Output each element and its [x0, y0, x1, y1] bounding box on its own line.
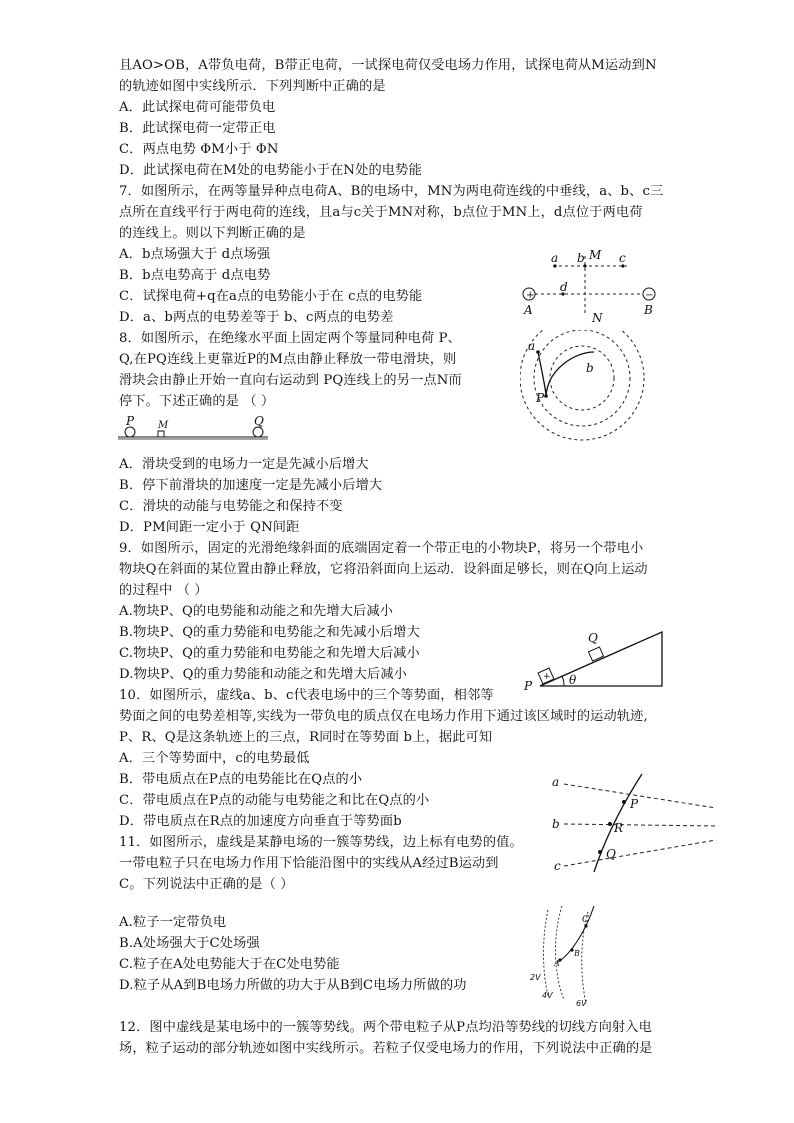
text-line: C.物块P、Q的重力势能和电势能之和先增大后减小 — [119, 646, 420, 661]
text-line: D．a、b两点的电势差等于 b、c两点的电势差 — [119, 310, 394, 325]
q10-label-c: c — [554, 859, 561, 873]
text-line: 一带电粒子只在电场力作用下恰能沿图中的实线从A经过B运动到 — [119, 856, 499, 871]
text-line: 点所在直线平行于两电荷的连线，且a与c关于MN对称，b点位于MN上，d点位于两电荷 — [119, 205, 643, 220]
q11-label-C: C — [582, 915, 589, 925]
text-line: 且AO>OB，A带负电荷，B带正电荷，一试探电荷仅受电场力作用，试探电荷从M运动到N — [119, 58, 657, 73]
q8-line-label-Q: Q — [254, 416, 264, 428]
text-line: 9．如图所示，固定的光滑绝缘斜面的底端固定着一个带正电的小物块P，将另一个带电小 — [119, 541, 644, 556]
text-line: 的连线上。则以下判断正确的是 — [119, 226, 306, 241]
text-line: D.物块P、Q的重力势能和动能之和先增大后减小 — [119, 667, 407, 682]
text-line: C．两点电势 ΦM小于 ΦN — [119, 142, 279, 157]
q7-minus: − — [645, 290, 654, 301]
text-line: 12．图中虚线是某电场中的一簇等势线。两个带电粒子从P点均沿等势线的切线方向射入电 — [119, 1020, 652, 1035]
q7-label-c: c — [619, 251, 626, 265]
text-line: B．此试探电荷一定带正电 — [119, 121, 276, 136]
q10-label-P: P — [630, 797, 639, 811]
q8-line-figure — [118, 416, 268, 446]
text-line: B.物块P、Q的重力势能和电势能之和先减小后增大 — [119, 625, 420, 640]
text-line: D．PM间距一定小于 QN间距 — [119, 520, 300, 535]
q9-incline-figure — [520, 628, 670, 692]
text-line: 物块Q在斜面的某位置由静止释放，它将沿斜面向上运动．设斜面足够长，则在Q向上运动 — [119, 562, 648, 577]
text-line: P、R、Q是这条轨迹上的三点，R同时在等势面 b上，据此可知 — [119, 730, 493, 745]
q9-label-theta: θ — [569, 673, 577, 687]
q7-label-M: M — [589, 248, 602, 262]
text-line: B．b点电势高于 d点电势 — [119, 268, 271, 283]
q11-label-2v: 2V — [530, 973, 541, 982]
q8-line-label-P: P — [126, 416, 135, 428]
q9-label-Q: Q — [588, 631, 598, 645]
q8-line-label-M: M — [158, 420, 169, 431]
q10-label-a: a — [552, 775, 560, 789]
text-line: 停下。下述正确的是 （ ） — [119, 394, 275, 409]
text-line: D.粒子从A到B电场力所做的功大于从B到C电场力所做的功 — [119, 978, 467, 993]
text-line: A．b点场强大于 d点场强 — [119, 247, 271, 262]
text-line: 的过程中 （ ） — [119, 583, 208, 598]
text-line: 势面之间的电势差相等,实线为一带负电的质点仅在电场力作用下通过该区域时的运动轨迹, — [119, 709, 648, 724]
q11-label-A: A — [554, 959, 560, 968]
text-line: 8．如图所示，在绝缘水平面上固定两个等量同种电荷 P、 — [119, 331, 462, 346]
q8-label-b: b — [586, 361, 594, 375]
q11-label-B: B — [574, 949, 580, 958]
q7-label-b: b — [577, 251, 585, 265]
text-line: 场，粒子运动的部分轨迹如图中实线所示。若粒子仅受电场力的作用，下列说法中正确的是 — [119, 1041, 653, 1056]
text-line: 10．如图所示，虚线a、b、c代表电场中的三个等势面，相邻等 — [119, 688, 494, 703]
text-line: B．带电质点在P点的电势能比在Q点的小 — [119, 772, 363, 787]
text-line: D．带电质点在R点的加速度方向垂直于等势面b — [119, 814, 402, 829]
q7-label-d: d — [560, 280, 568, 294]
q8-label-a: a — [528, 339, 536, 353]
q10-label-R: R — [614, 821, 624, 835]
text-line: A.物块P、Q的电势能和动能之和先增大后减小 — [119, 604, 394, 619]
q7-plus: + — [526, 290, 535, 301]
q7-figure — [515, 248, 665, 328]
q8-label-P: P — [536, 391, 545, 405]
text-line: Q,在PQ连线上更靠近P的M点由静止释放一带电滑块，则 — [119, 352, 457, 367]
text-line: A．滑块受到的电场力一定是先减小后增大 — [119, 457, 369, 472]
text-line: D．此试探电荷在M处的电势能小于在N处的电势能 — [119, 163, 422, 178]
text-line: A．此试探电荷可能带负电 — [119, 100, 276, 115]
q11-figure — [522, 904, 612, 1008]
text-line: C．试探电荷+q在a点的电势能小于在 c点的电势能 — [119, 289, 423, 304]
text-line: 7．如图所示，在两等量异种点电荷A、B的电场中，MN为两电荷连线的中垂线，a、b、c三 — [119, 184, 664, 199]
q7-label-B: B — [644, 303, 653, 317]
q9-label-P: P — [524, 679, 533, 692]
q10-label-b: b — [552, 817, 560, 831]
q7-label-N: N — [592, 311, 603, 325]
text-line: 的轨迹如图中实线所示．下列判断中正确的是 — [119, 79, 386, 94]
q7-label-A: A — [524, 303, 533, 317]
q9-plus: + — [543, 672, 551, 682]
q10-label-Q: Q — [606, 847, 616, 861]
q8-circles-figure — [520, 330, 660, 450]
q7-label-a: a — [551, 251, 559, 265]
text-line: C．滑块的动能与电势能之和保持不变 — [119, 499, 343, 514]
q11-label-6v: 6V — [576, 999, 587, 1008]
text-line: B．停下前滑块的加速度一定是先减小后增大 — [119, 478, 383, 493]
q10-equipotential-figure — [550, 772, 720, 874]
text-line: C.粒子在A处电势能大于在C处电势能 — [119, 957, 340, 972]
text-line: C．带电质点在P点的动能与电势能之和比在Q点的小 — [119, 793, 430, 808]
text-line: 11．如图所示，虚线是某静电场的一簇等势线，边上标有电势的值。 — [119, 835, 523, 850]
text-line: B.A处场强大于C处场强 — [119, 936, 260, 951]
text-line: 滑块会由静止开始一直向右运动到 PQ连线上的另一点N而 — [119, 373, 462, 388]
text-line: C。下列说法中正确的是（ ） — [119, 877, 294, 892]
text-line: A．三个等势面中，c的电势最低 — [119, 751, 310, 766]
text-line: A.粒子一定带负电 — [119, 915, 227, 930]
q11-label-4v: 4V — [542, 991, 553, 1000]
